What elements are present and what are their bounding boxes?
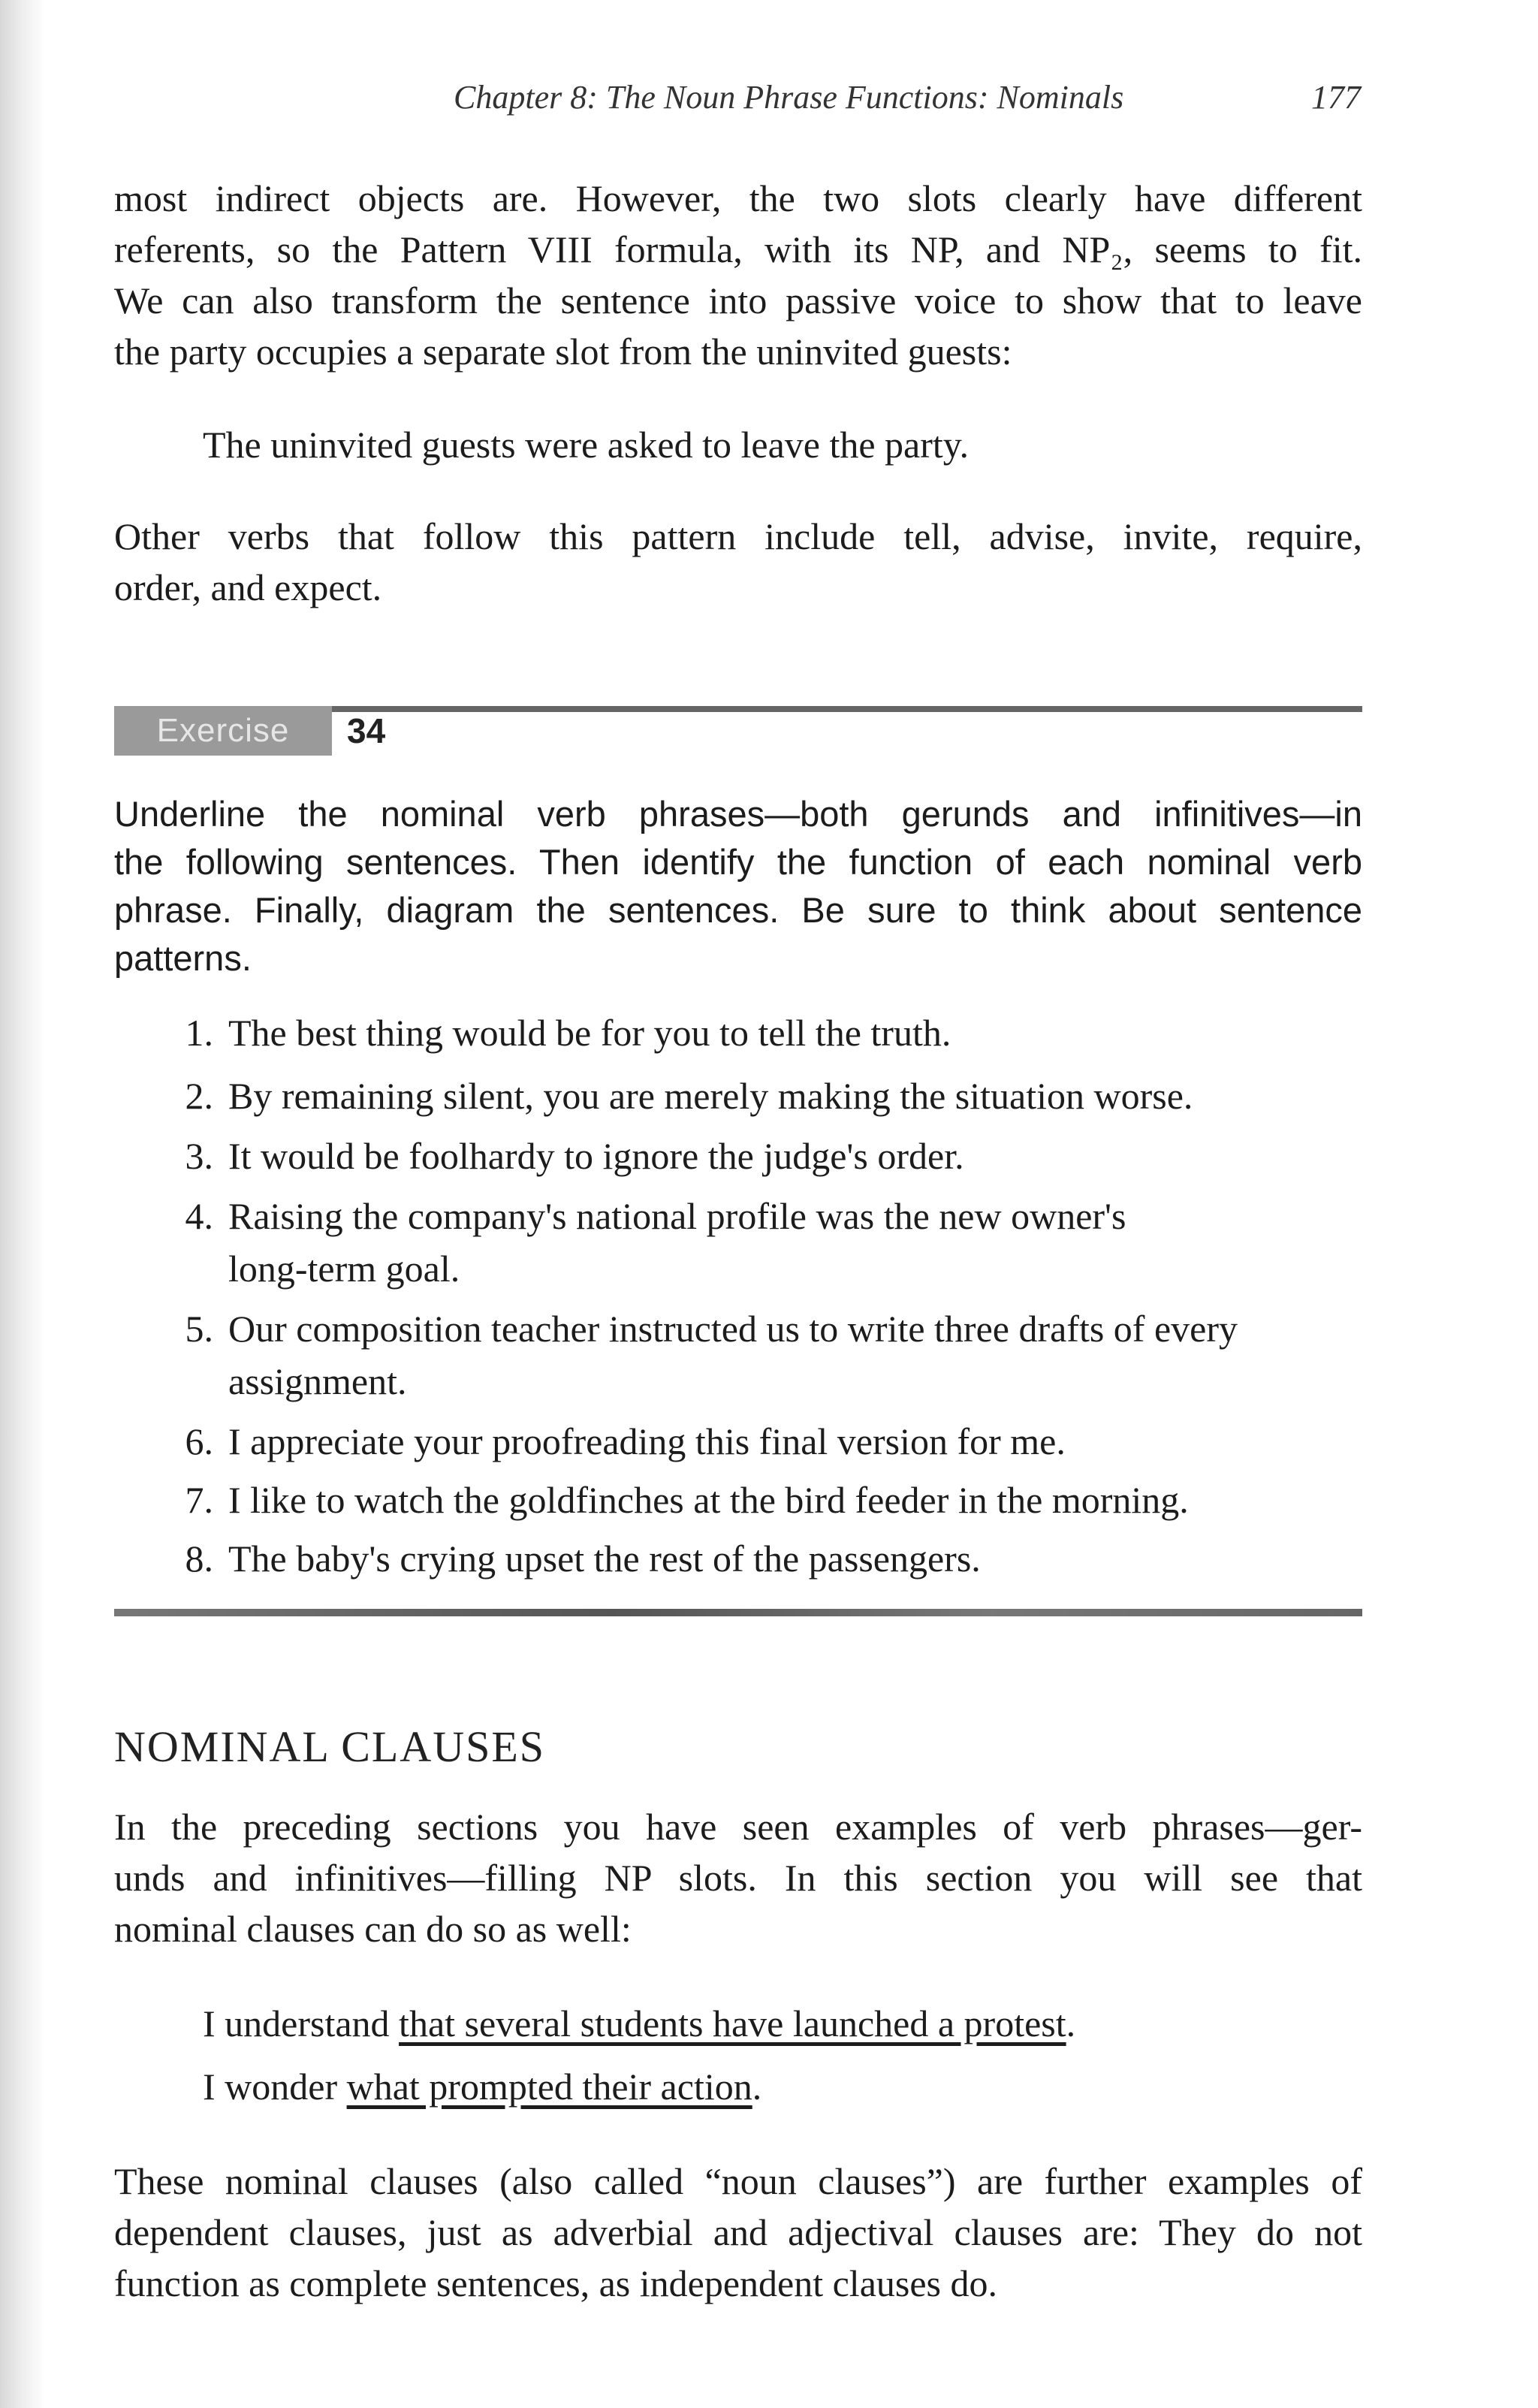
item-number: 4. [185,1195,213,1237]
item-text: long-term goal. [228,1248,460,1290]
exercise-number: 34 [347,711,386,750]
section-intro-line: nominal clauses can do so as well: [114,1908,632,1950]
closing-line: function as complete sentences, as independent clauses do. [114,2262,998,2304]
page-number: 177 [1311,79,1361,116]
example-sentence: The uninvited guests were asked to leave the party. [203,424,970,466]
item-text: The best thing would be for you to tell the truth. [228,1012,951,1054]
closing-line: These nominal clauses (also called “noun clauses”) are further examples of [114,2160,1362,2202]
intro-line: referents, so the Pattern VIII formula, with its NP, and NP₂, seems to fit. [114,228,1362,270]
instruction-line: phrase. Finally, diagram the sentences. Be sure to think about sentence [114,890,1362,930]
item-text: The baby's crying upset the rest of the passengers. [228,1537,981,1580]
other-verbs-line: Other verbs that follow this pattern include tell, advise, invite, require, [114,515,1362,557]
intro-paragraph [114,173,1362,377]
item-text: Raising the company's national profile was the new owner's [228,1195,1126,1237]
clause-example [203,2061,761,2112]
item-text: I appreciate your proofreading this final version for me. [228,1420,1066,1462]
exercise-bottom-rule [114,1609,1362,1616]
instruction-line: patterns. [114,938,252,978]
example-prefix: I understand [203,2002,400,2044]
closing-line: dependent clauses, just as adverbial and adjectival clauses are: They do not [114,2211,1362,2253]
item-text: assignment. [228,1360,407,1402]
item-number: 7. [185,1479,213,1521]
example-suffix: . [1066,2002,1076,2044]
example-underlined-clause: what prompted their action [346,2066,752,2108]
instruction-line: Underline the nominal verb phrases—both gerunds and infinitives—in [114,794,1362,834]
instruction-line: the following sentences. Then identify the function of each nominal verb [114,842,1362,882]
item-text: I like to watch the goldfinches at the bird feeder in the morning. [228,1479,1189,1521]
item-number: 3. [185,1135,213,1177]
example-suffix: . [752,2066,762,2108]
other-verbs-paragraph [114,511,1362,613]
item-text: By remaining silent, you are merely making the situation worse. [228,1075,1193,1117]
exercise-top-rule [332,706,1362,712]
item-number: 2. [185,1075,213,1117]
item-number: 1. [185,1012,213,1054]
closing-paragraph [114,2156,1362,2309]
item-number: 8. [185,1537,213,1580]
clause-example [203,1998,1075,2049]
item-number: 5. [185,1308,213,1350]
other-verbs-line: order, and expect. [114,566,382,608]
intro-line: We can also transform the sentence into passive voice to show that to leave [114,279,1362,321]
intro-line: most indirect objects are. However, the two slots clearly have different [114,177,1362,219]
exercise-header [114,706,1362,756]
item-text: Our composition teacher instructed us to write three drafts of every [228,1308,1238,1350]
book-page [114,0,1361,2408]
section-heading: NOMINAL CLAUSES [114,1722,546,1771]
scan-gutter-shadow [0,0,45,2408]
example-underlined-clause: that several students have launched a protest [399,2002,1066,2044]
exercise-instructions [114,790,1362,982]
example-prefix: I wonder [203,2066,347,2108]
section-intro-paragraph [114,1801,1362,1954]
section-intro-line: unds and infinitives—filling NP slots. In this section you will see that [114,1857,1362,1899]
section-intro-line: In the preceding sections you have seen examples of verb phrases—ger- [114,1806,1362,1848]
chapter-title: Chapter 8: The Noun Phrase Functions: Nominals [454,79,1124,116]
exercise-label: Exercise [114,706,332,756]
item-number: 6. [185,1420,213,1462]
running-head [114,78,1361,123]
item-text: It would be foolhardy to ignore the judge's order. [228,1135,964,1177]
intro-line: the party occupies a separate slot from the uninvited guests: [114,330,1012,373]
